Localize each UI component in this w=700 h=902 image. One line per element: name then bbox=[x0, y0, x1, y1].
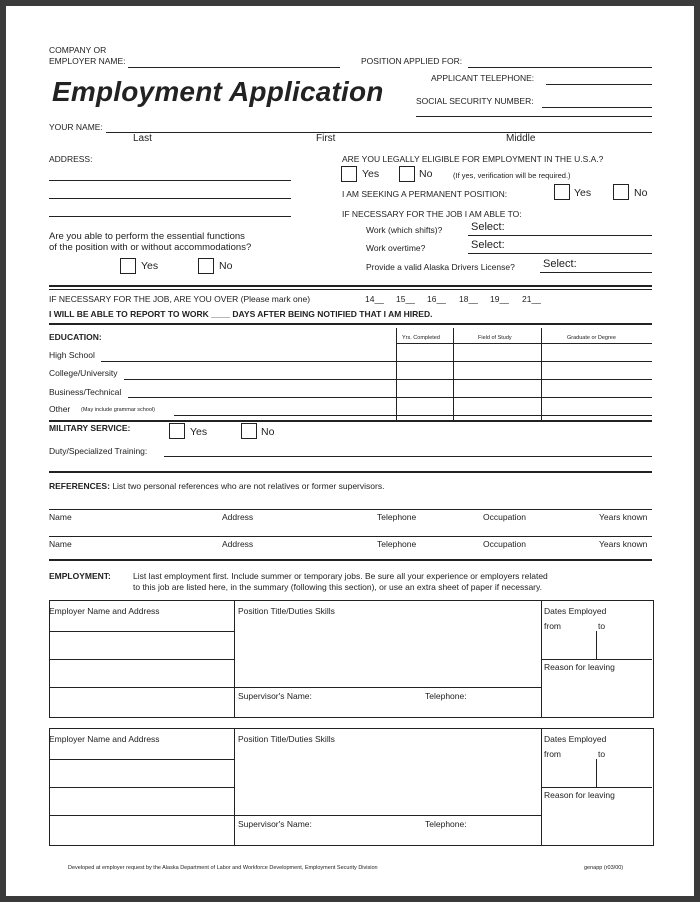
education-label: EDUCATION: bbox=[49, 332, 102, 342]
ref2-line[interactable] bbox=[49, 536, 652, 537]
employment-instructions-1: List last employment first. Include summer or temporary jobs. Be sure all your experience or employers related bbox=[133, 571, 548, 581]
ssn-label: SOCIAL SECURITY NUMBER: bbox=[416, 96, 534, 106]
address-line-1[interactable] bbox=[49, 180, 291, 181]
overtime-select[interactable]: Select: bbox=[471, 239, 505, 251]
divider-employment-top bbox=[49, 559, 652, 561]
ref2-col-name: Name bbox=[49, 539, 72, 549]
name-label: YOUR NAME: bbox=[49, 122, 103, 132]
references-instructions: List two personal references who are not relatives or former supervisors. bbox=[112, 481, 385, 491]
emp1-to-label[interactable]: to bbox=[598, 621, 606, 631]
overtime-line bbox=[468, 253, 652, 254]
ref1-col-address: Address bbox=[222, 512, 254, 522]
emp2-dates-line bbox=[541, 787, 652, 788]
duty-label: Duty/Specialized Training: bbox=[49, 446, 148, 456]
permanent-yes-checkbox[interactable] bbox=[554, 184, 570, 200]
address-line-3[interactable] bbox=[49, 216, 291, 217]
edu-line-business[interactable] bbox=[128, 397, 652, 398]
age-option-15[interactable]: 15__ bbox=[396, 294, 415, 304]
military-no-checkbox[interactable] bbox=[241, 423, 257, 439]
footer-credit: Developed at employer request by the Alaska Department of Labor and Workforce Development, Employment Security Division bbox=[68, 865, 378, 871]
age-option-16[interactable]: 16__ bbox=[427, 294, 446, 304]
age-label: IF NECESSARY FOR THE JOB, ARE YOU OVER (Please mark one) bbox=[49, 294, 311, 304]
edu-row-other: Other bbox=[49, 404, 71, 414]
permanent-yes-label: Yes bbox=[574, 187, 592, 199]
emp1-from-label[interactable]: from bbox=[544, 621, 561, 631]
eligible-yes-checkbox[interactable] bbox=[341, 166, 357, 182]
emp2-position-line bbox=[234, 815, 541, 816]
edu-row-business: Business/Technical bbox=[49, 387, 122, 397]
ref1-col-occupation: Occupation bbox=[483, 512, 526, 522]
functions-yes-label: Yes bbox=[141, 260, 159, 272]
address-line-2[interactable] bbox=[49, 198, 291, 199]
emp1-employer-line-2[interactable] bbox=[49, 659, 234, 660]
shifts-select[interactable]: Select: bbox=[471, 221, 505, 233]
military-no-label: No bbox=[261, 426, 275, 438]
divider-military-top bbox=[49, 420, 652, 422]
employment-label: EMPLOYMENT: bbox=[49, 571, 111, 581]
ssn-line[interactable] bbox=[542, 107, 652, 108]
functions-question-2: of the position with or without accommodations? bbox=[49, 242, 252, 253]
age-option-21[interactable]: 21__ bbox=[522, 294, 541, 304]
emp2-to-label[interactable]: to bbox=[598, 749, 606, 759]
edu-col-divider-3 bbox=[541, 328, 542, 420]
functions-no-checkbox[interactable] bbox=[198, 258, 214, 274]
emp1-position-line bbox=[234, 687, 541, 688]
emp2-dates-label: Dates Employed bbox=[544, 734, 607, 744]
emp2-position-label: Position Title/Duties Skills bbox=[238, 734, 335, 744]
eligibility-question: ARE YOU LEGALLY ELIGIBLE FOR EMPLOYMENT IN THE U.S.A.? bbox=[342, 154, 604, 164]
address-label: ADDRESS: bbox=[49, 154, 93, 164]
employment-instructions-2: to this job are listed here, in the summary (following this section), or use an extra sheet of paper if necessary. bbox=[133, 582, 542, 592]
emp2-reason-label[interactable]: Reason for leaving bbox=[544, 790, 615, 800]
divider-age-top bbox=[49, 285, 652, 287]
military-yes-checkbox[interactable] bbox=[169, 423, 185, 439]
eligible-no-checkbox[interactable] bbox=[399, 166, 415, 182]
emp2-divider-1 bbox=[234, 728, 235, 845]
position-line[interactable] bbox=[468, 67, 652, 68]
divider-age-top-2 bbox=[49, 289, 652, 290]
divider-education-top bbox=[49, 323, 652, 325]
permanent-no-checkbox[interactable] bbox=[613, 184, 629, 200]
emp1-divider-1 bbox=[234, 600, 235, 717]
military-label: MILITARY SERVICE: bbox=[49, 423, 131, 433]
shifts-label: Work (which shifts)? bbox=[366, 225, 443, 235]
edu-row-college: College/University bbox=[49, 368, 118, 378]
military-yes-label: Yes bbox=[190, 426, 208, 438]
emp2-supervisor-label[interactable]: Supervisor's Name: bbox=[238, 819, 312, 829]
emp1-reason-label[interactable]: Reason for leaving bbox=[544, 662, 615, 672]
references-label: REFERENCES: bbox=[49, 481, 110, 491]
ref2-col-years: Years known bbox=[599, 539, 648, 549]
emp2-employer-label: Employer Name and Address bbox=[49, 734, 160, 744]
permanent-label: I AM SEEKING A PERMANENT POSITION: bbox=[342, 189, 508, 199]
name-middle-label: Middle bbox=[506, 133, 536, 144]
emp1-dates-divider bbox=[596, 631, 597, 659]
license-select[interactable]: Select: bbox=[543, 258, 577, 270]
eligible-no-label: No bbox=[419, 168, 433, 180]
name-line[interactable] bbox=[106, 132, 652, 133]
emp2-dates-divider bbox=[596, 759, 597, 787]
emp2-from-label[interactable]: from bbox=[544, 749, 561, 759]
verification-note: (If yes, verification will be required.) bbox=[453, 171, 571, 180]
edu-header-line bbox=[396, 343, 652, 344]
edu-line-highschool[interactable] bbox=[101, 361, 652, 362]
emp2-employer-line-3[interactable] bbox=[49, 815, 234, 816]
edu-other-note: (May include grammar school) bbox=[81, 407, 155, 413]
phone-label: APPLICANT TELEPHONE: bbox=[431, 73, 535, 83]
edu-col-divider-2 bbox=[453, 328, 454, 420]
emp2-employer-line-1[interactable] bbox=[49, 759, 234, 760]
edu-col-years: Yrs. Completed bbox=[402, 335, 440, 341]
position-label: POSITION APPLIED FOR: bbox=[361, 56, 463, 66]
ref2-col-telephone: Telephone bbox=[377, 539, 417, 549]
phone-line[interactable] bbox=[546, 84, 652, 85]
edu-line-college[interactable] bbox=[124, 379, 652, 380]
functions-no-label: No bbox=[219, 260, 233, 272]
name-last-label: Last bbox=[133, 133, 152, 144]
license-label: Provide a valid Alaska Drivers License? bbox=[366, 262, 515, 272]
emp1-employer-line-1[interactable] bbox=[49, 631, 234, 632]
name-first-label: First bbox=[316, 133, 336, 144]
ref2-col-address: Address bbox=[222, 539, 254, 549]
edu-row-highschool: High School bbox=[49, 350, 95, 360]
shifts-line bbox=[468, 235, 652, 236]
eligible-yes-label: Yes bbox=[362, 168, 380, 180]
emp1-employer-line-3[interactable] bbox=[49, 687, 234, 688]
emp1-employer-label: Employer Name and Address bbox=[49, 606, 160, 616]
ref1-col-years: Years known bbox=[599, 512, 648, 522]
company-label-2: EMPLOYER NAME: bbox=[49, 56, 126, 66]
application-page bbox=[6, 6, 694, 896]
duty-line[interactable] bbox=[164, 456, 652, 457]
divider-references-top bbox=[49, 471, 652, 473]
functions-question-1: Are you able to perform the essential functions bbox=[49, 231, 245, 242]
ref1-col-telephone: Telephone bbox=[377, 512, 417, 522]
edu-col-field: Field of Study bbox=[478, 335, 512, 341]
edu-line-other[interactable] bbox=[174, 415, 652, 416]
report-statement: I WILL BE ABLE TO REPORT TO WORK ____ DAYS AFTER BEING NOTIFIED THAT I AM HIRED. bbox=[49, 309, 433, 319]
emp1-position-label: Position Title/Duties Skills bbox=[238, 606, 335, 616]
emp2-employer-line-2[interactable] bbox=[49, 787, 234, 788]
edu-col-divider-1 bbox=[396, 328, 397, 420]
company-label-1: COMPANY OR bbox=[49, 45, 107, 55]
permanent-no-label: No bbox=[634, 187, 648, 199]
emp1-telephone-label[interactable]: Telephone: bbox=[425, 691, 467, 701]
emp1-dates-line bbox=[541, 659, 652, 660]
age-option-14[interactable]: 14__ bbox=[365, 294, 384, 304]
overtime-label: Work overtime? bbox=[366, 243, 426, 253]
age-option-19[interactable]: 19__ bbox=[490, 294, 509, 304]
emp1-dates-label: Dates Employed bbox=[544, 606, 607, 616]
emp2-telephone-label[interactable]: Telephone: bbox=[425, 819, 467, 829]
able-header: IF NECESSARY FOR THE JOB I AM ABLE TO: bbox=[342, 209, 522, 219]
page-title: Employment Application bbox=[52, 76, 384, 107]
edu-col-degree: Graduate or Degree bbox=[567, 335, 616, 341]
references-heading bbox=[49, 481, 384, 491]
functions-yes-checkbox[interactable] bbox=[120, 258, 136, 274]
footer-form-code: genapp (r03/00) bbox=[584, 865, 624, 871]
header-underline bbox=[416, 116, 652, 117]
ref1-line[interactable] bbox=[49, 509, 652, 510]
company-name-line[interactable] bbox=[128, 67, 340, 68]
ref1-col-name: Name bbox=[49, 512, 72, 522]
license-line bbox=[540, 272, 652, 273]
ref2-col-occupation: Occupation bbox=[483, 539, 526, 549]
emp1-supervisor-label[interactable]: Supervisor's Name: bbox=[238, 691, 312, 701]
age-option-18[interactable]: 18__ bbox=[459, 294, 478, 304]
